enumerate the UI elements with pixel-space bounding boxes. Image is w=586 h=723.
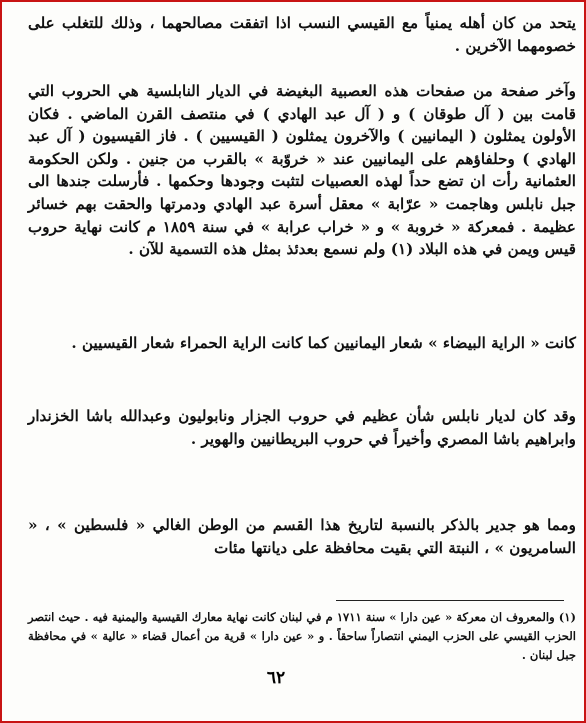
page-number: ٦٢ — [266, 668, 286, 688]
paragraph-1: يتحد من كان أهله يمنياً مع القيسي النسب اذا اتفقت مصالحهما ، وذلك للتغلب على خصومهما الآخرين . — [28, 14, 576, 55]
paragraph-3: كانت « الراية البيضاء » شعار اليمانيين كما كانت الراية الحمراء شعار القيسيين . — [71, 334, 576, 352]
footnote-divider — [336, 600, 564, 601]
paragraph-4: وقد كان لديار نابلس شأن عظيم في حروب الجزار ونابوليون وعبدالله باشا الخزندار وابراهيم باشا المصري وأخيراً في حروب البريطانيين والهوير . — [28, 407, 576, 448]
footnote: (١) والمعروف ان معركة « عين دارا » سنة ١٧١١ م في لبنان كانت نهاية معارك القيسية واليمنية فيه . حيث انتصر الحزب القيسي على الحزب اليمني انتصاراً ساحقاً . و « عين دارا » قرية من أعمال قضاء « عالية » في محافظة جبل لبنان . — [28, 610, 577, 662]
paragraph-2: وآخر صفحة من صفحات هذه العصبية البغيضة في الديار النابلسية هي الحروب التي قامت بين ( آل طوقان ) و ( آل عبد الهادي ) في منتصف القرن الماضي . فكان الأولون يمثلون ( اليمانيين ) والآخرون يمثلون ( القيسيين ) . فاز القيسيون ( آل عبد الهادي ) وحلفاؤهم على اليمانيين عند « خروّبة » بالقرب من جنين . ولكن الحكومة العثمانية رأت ان تضع حداً لهذه العصبيات لتثبت وجودها وحكمها . فأرسلت جندها الى جبل نابلس وهاجمت « عرّابة » معقل أسرة عبد الهادي ودمرتها والحقت بهم خسائر عظيمة . فمعركة « خروبة » و « خراب عرابة » في سنة ١٨٥٩ م كانت نهاية حروب قيس ويمن في هذه البلاد (١) ولم نسمع بعدئذ بمثل هذه التسمية للآن . — [28, 82, 576, 259]
paragraph-5: ومما هو جدير بالذكر بالنسبة لتاريخ هذا القسم من الوطن الغالي « فلسطين » ، « السامريون » ، النبتة التي بقيت محافظة على ديانتها مئات — [28, 516, 576, 557]
